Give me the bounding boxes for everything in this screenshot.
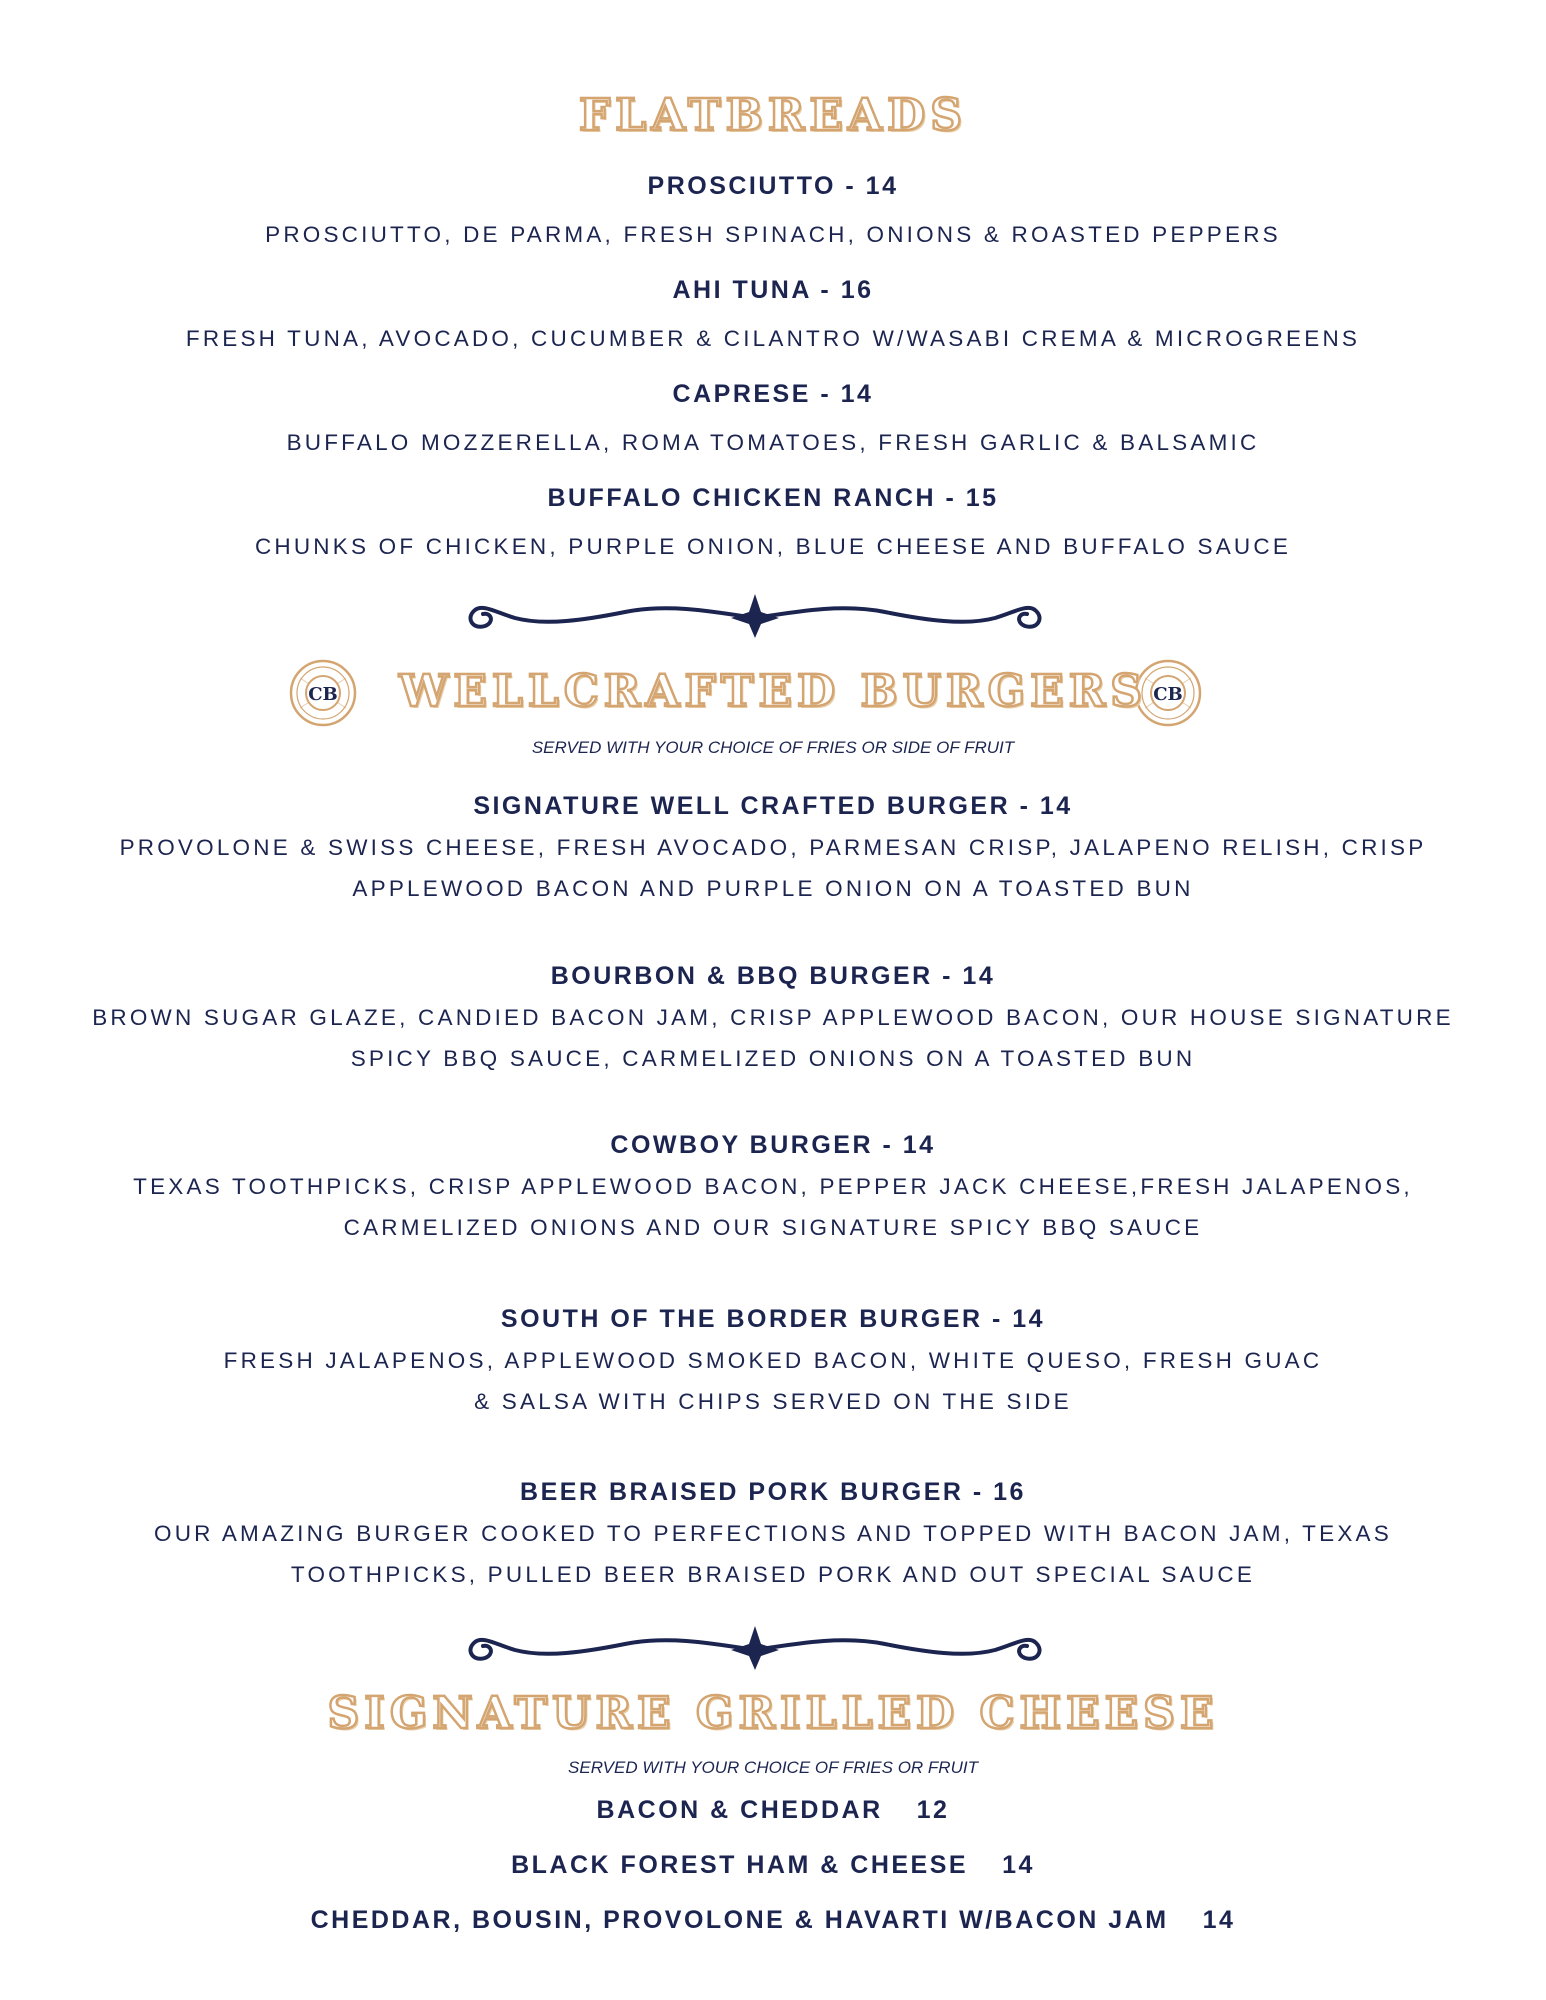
menu-item-desc: FRESH JALAPENOS, APPLEWOOD SMOKED BACON, WHITE QUESO, FRESH GUAC — [223, 1348, 1323, 1373]
flourish-divider-icon — [455, 1622, 1055, 1678]
menu-item-name: CAPRESE - 14 — [672, 380, 874, 408]
flourish-divider-icon — [455, 590, 1055, 646]
menu-item-price: 12 — [916, 1796, 950, 1824]
menu-item-name: BEER BRAISED PORK BURGER - 16 — [520, 1478, 1026, 1506]
flatbreads-title: FLATBREADS — [578, 90, 967, 141]
menu-item-desc: TOOTHPICKS, PULLED BEER BRAISED PORK AND OUT SPECIAL SAUCE — [290, 1562, 1256, 1587]
menu-item-name: AHI TUNA - 16 — [672, 276, 874, 304]
menu-item-name: BUFFALO CHICKEN RANCH - 15 — [547, 484, 999, 512]
burgers-title: WELLCRAFTED BURGERS — [398, 666, 1148, 717]
menu-item-name: COWBOY BURGER - 14 — [610, 1131, 936, 1159]
menu-item — [0, 1906, 1546, 1935]
menu-item-desc: PROSCIUTTO, DE PARMA, FRESH SPINACH, ONIONS & ROASTED PEPPERS — [265, 222, 1281, 247]
menu-item-name: PROSCIUTTO - 14 — [647, 172, 899, 200]
badge-text: CB — [1153, 684, 1183, 705]
menu-item-desc: CARMELIZED ONIONS AND OUR SIGNATURE SPICY BBQ SAUCE — [343, 1215, 1203, 1240]
badge-text: CB — [308, 684, 338, 705]
menu-item-desc: & SALSA WITH CHIPS SERVED ON THE SIDE — [474, 1389, 1072, 1414]
grilled-cheese-note: SERVED WITH YOUR CHOICE OF FRIES OR FRUIT — [568, 1758, 978, 1777]
menu-item-desc: SPICY BBQ SAUCE, CARMELIZED ONIONS ON A TOASTED BUN — [350, 1046, 1196, 1071]
menu-item-name: CHEDDAR, BOUSIN, PROVOLONE & HAVARTI W/BACON JAM — [310, 1906, 1169, 1934]
menu-item-desc: BUFFALO MOZZERELLA, ROMA TOMATOES, FRESH GARLIC & BALSAMIC — [286, 430, 1260, 455]
menu-item-desc: APPLEWOOD BACON AND PURPLE ONION ON A TOASTED BUN — [352, 876, 1194, 901]
menu-item-price: 14 — [1002, 1851, 1035, 1879]
menu-item-name: SIGNATURE WELL CRAFTED BURGER - 14 — [473, 792, 1073, 820]
menu-item-desc: TEXAS TOOTHPICKS, CRISP APPLEWOOD BACON, PEPPER JACK CHEESE,FRESH JALAPENOS, — [133, 1174, 1413, 1199]
menu-item — [0, 1796, 1546, 1825]
burgers-note: SERVED WITH YOUR CHOICE OF FRIES OR SIDE OF FRUIT — [531, 738, 1015, 757]
menu-item-desc: BROWN SUGAR GLAZE, CANDIED BACON JAM, CRISP APPLEWOOD BACON, OUR HOUSE SIGNATURE — [92, 1005, 1454, 1030]
menu-item-name: BACON & CHEDDAR — [596, 1796, 883, 1824]
menu-item-price: 14 — [1202, 1906, 1236, 1934]
menu-item — [0, 1851, 1546, 1880]
menu-item-desc: FRESH TUNA, AVOCADO, CUCUMBER & CILANTRO W/WASABI CREMA & MICROGREENS — [185, 326, 1361, 351]
menu-item-name: SOUTH OF THE BORDER BURGER - 14 — [500, 1305, 1046, 1333]
menu-item-name: BLACK FOREST HAM & CHEESE — [511, 1851, 969, 1879]
menu-item-name: BOURBON & BBQ BURGER - 14 — [550, 962, 996, 990]
menu-item-desc: CHUNKS OF CHICKEN, PURPLE ONION, BLUE CHEESE AND BUFFALO SAUCE — [254, 534, 1292, 559]
menu-item-desc: PROVOLONE & SWISS CHEESE, FRESH AVOCADO, PARMESAN CRISP, JALAPENO RELISH, CRISP — [119, 835, 1427, 860]
menu-item-desc: OUR AMAZING BURGER COOKED TO PERFECTIONS AND TOPPED WITH BACON JAM, TEXAS — [154, 1521, 1392, 1546]
grilled-cheese-title: SIGNATURE GRILLED CHEESE — [327, 1688, 1219, 1739]
